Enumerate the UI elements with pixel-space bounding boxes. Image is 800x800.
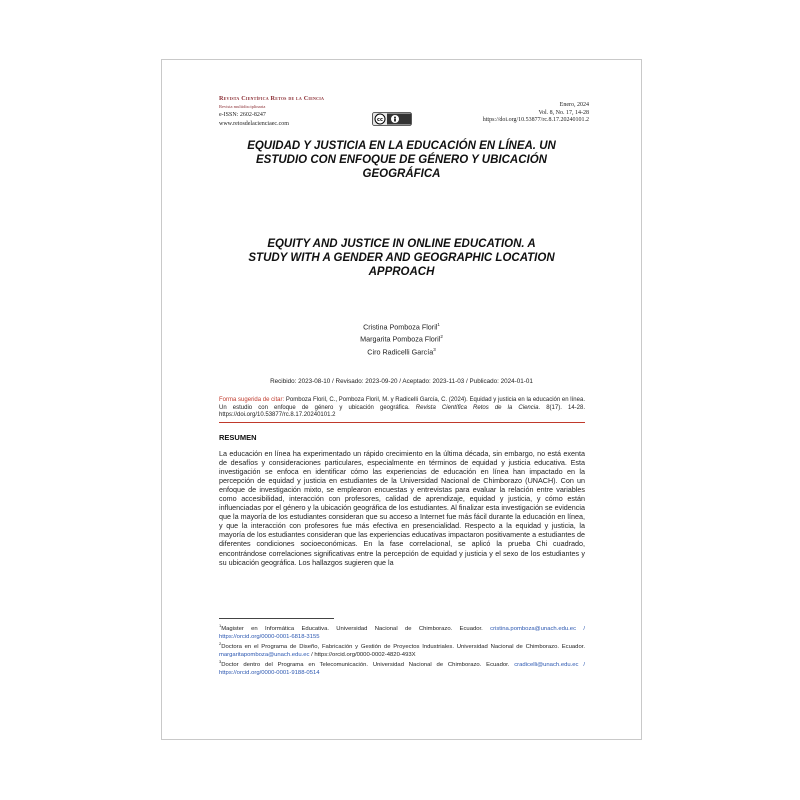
orcid-link[interactable]: / https://orcid.org/0000-0002-4820-493X: [309, 652, 416, 659]
title-en-line: APPROACH: [368, 266, 435, 278]
publication-dates: Recibido: 2023-08-10 / Revisado: 2023-09-20 / Aceptado: 2023-11-03 / Publicado: 2024-01-01: [270, 378, 533, 385]
title-es-line: EQUIDAD Y JUSTICIA EN LA EDUCACIÓN EN LÍNEA. UN: [247, 140, 556, 152]
title-en-line: STUDY WITH A GENDER AND GEOGRAPHIC LOCATION: [248, 252, 555, 264]
logo-main-text: Revista Científica Retos de la Ciencia: [219, 95, 325, 102]
footnote-rule: [219, 618, 334, 619]
issn-block: [219, 111, 289, 129]
author: Cristina Pomboza Floril$^1$: [363, 322, 440, 332]
svg-text:cc: cc: [377, 117, 383, 123]
author-email[interactable]: cradicelli@unach.edu.ec: [514, 661, 579, 668]
issue-date: Enero, 2024: [559, 102, 589, 108]
divider: [219, 422, 585, 423]
issue-volume: Vol. 8, No. 17, 14-28: [538, 109, 589, 116]
cc-by-icon: [372, 112, 412, 126]
author: Margarita Pomboza Floril$^2$: [360, 334, 443, 344]
abstract-text: La educación en línea ha experimentado un rápido crecimiento en la última década, sin embargo, no está exenta de desafíos y consideraciones particulares, especialmente en términos de equidad y justicia educativa. Esta investigación se enfoca en identificar cómo las experiencias de educación en línea han impactado en la percepción de equidad y justicia en estudiantes de la Universidad Nacional de Chimborazo (UNACH). Con un enfoque de investigación mixto, se emplearon encuestas y entrevistas para evaluar la relación entre variables como accesibilidad, interacción con profesores, calidad de aprendizaje, equidad y justicia, y cómo están influenciadas por el género y la ubicación geográfica de los estudiantes. Al finalizar esta investigación se evidencia que la mayoría de los estudiantes consideran que su acceso a Internet fue más fácil durante la educación en línea, y que la interacción con profesores fue más efectiva en presencialidad. Respecto a la equidad y justicia, la mayoría de los estudiantes consideran que las experiencias educativas impactaron positivamente a estudiantes de diferentes condiciones socioeconómicas. En la fase correlacional, se aplicó la prueba Chi cuadrado, encontrándose correlaciones significativas entre la percepción de equidad y justicia y el sexo de los estudiantes y su ubicación geográfica. Los hallazgos sugieren que la: [219, 449, 585, 567]
footnote: $^1$Magister en Informática Educativa. Universidad Nacional de Chimborazo. Ecuador. cristina.pomboza@unach.edu.ec / https://orcid.org/0000-0001-6818-3155: [219, 623, 585, 641]
website[interactable]: www.retosdelacienciaec.com: [219, 121, 289, 127]
title-spanish: [202, 139, 601, 181]
title-en-line: EQUITY AND JUSTICE IN ONLINE EDUCATION. A: [267, 238, 536, 250]
orcid-link[interactable]: / https://orcid.org/0000-0001-9188-0514: [219, 661, 585, 677]
issue-doi[interactable]: https://doi.org/10.53877/rc.8.17.20240101.2: [482, 117, 589, 123]
citation-block: [219, 397, 585, 420]
document-page: [161, 59, 642, 740]
footnote: $^2$Doctora en el Programa de Diseño, Fabricación y Gestión de Proyectos Industriales. Universidad Nacional de Chimborazo. Ecuador. margaritapomboza@unach.edu.ec / https://orcid.org/0000-0002-4820-493X: [219, 641, 585, 659]
title-english: [202, 237, 601, 279]
citation-tail: . 8(17). 14-28. https://doi.org/10.53877/rc.8.17.20240101.2: [219, 404, 586, 419]
title-es-line: ESTUDIO CON ENFOQUE DE GÉNERO Y UBICACIÓN: [256, 154, 547, 166]
issue-meta: [483, 102, 589, 125]
footnote: $^3$Doctor dentro del Programa en Telecomunicación. Universidad Nacional de Chimborazo. Ecuador. cradicelli@unach.edu.ec / https://orcid.org/0000-0001-9188-0514: [219, 659, 585, 677]
author-email[interactable]: margaritapomboza@unach.edu.ec: [219, 652, 310, 659]
issn: e-ISSN: 2602-8247: [219, 112, 266, 118]
orcid-link[interactable]: / https://orcid.org/0000-0001-6818-3155: [219, 625, 585, 641]
abstract-heading: RESUMEN: [219, 433, 257, 442]
author-list: [202, 320, 601, 357]
logo-subtitle: Revista multidisciplinaria: [219, 104, 266, 109]
creative-commons-badge: [372, 112, 412, 126]
citation-journal: Revista Científica Retos de la Ciencia: [415, 404, 539, 411]
title-es-line: GEOGRÁFICA: [362, 168, 441, 180]
author: Ciro Radicelli García$^3$: [367, 346, 436, 357]
citation-label: Forma sugerida de citar:: [219, 397, 285, 403]
author-email[interactable]: cristina.pomboza@unach.edu.ec: [490, 625, 577, 632]
citation-text: Pomboza Floril, C., Pomboza Floril, M. y Radicelli García, C. (2024). Equidad y justicia en la educación en línea. Un estudio con enfoque de género y ubicación geográfica.: [219, 397, 585, 411]
